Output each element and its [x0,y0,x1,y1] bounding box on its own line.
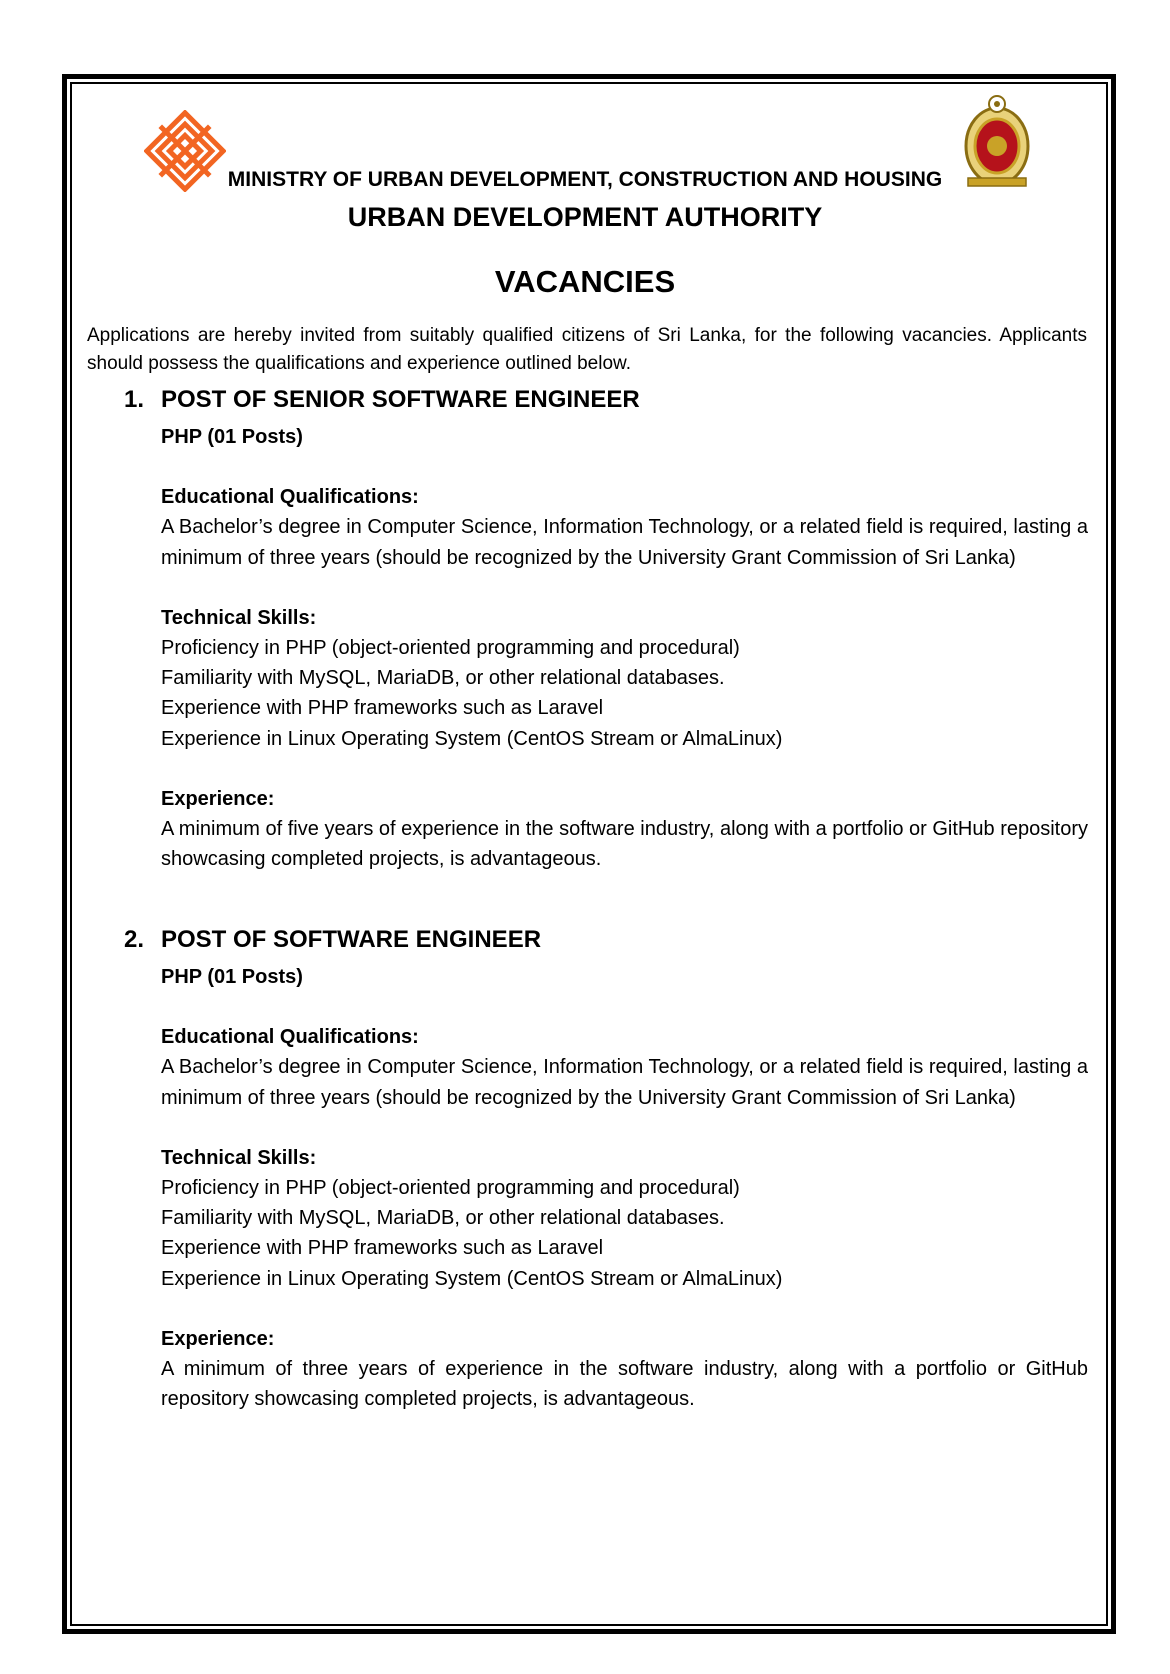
post-title: POST OF SOFTWARE ENGINEER [161,926,542,953]
posts-count: PHP (01 Posts) [161,966,303,988]
edu-text: A Bachelor’s degree in Computer Science, Information Technology, or a related field is required, lasting a minimum of three years (should be recognized by the University Grant Commission of Sri Lanka) [161,516,1088,569]
page-title: VACANCIES [494,264,676,299]
skill-item: Experience with PHP frameworks such as Laravel [161,697,604,720]
skill-item: Proficiency in PHP (object-oriented programming and procedural) [161,1177,740,1200]
skill-item: Experience in Linux Operating System (CentOS Stream or AlmaLinux) [161,727,783,750]
skill-item: Proficiency in PHP (object-oriented programming and procedural) [161,637,740,660]
exp-text: A minimum of three years of experience in the software industry, along with a portfolio or GitHub repository showcasing completed projects, is advantageous. [161,1358,1088,1411]
post-title: POST OF SENIOR SOFTWARE ENGINEER [161,386,640,413]
skills-heading: Technical Skills: [161,606,317,629]
exp-heading: Experience: [161,1327,275,1350]
skills-heading: Technical Skills: [161,1146,317,1169]
ministry-text: MINISTRY OF URBAN DEVELOPMENT, CONSTRUCTION AND HOUSING [227,168,943,191]
skill-item: Experience in Linux Operating System (CentOS Stream or AlmaLinux) [161,1267,783,1290]
post-number: 2. [124,926,145,953]
skill-item: Familiarity with MySQL, MariaDB, or other relational databases. [161,667,725,690]
edu-text: A Bachelor’s degree in Computer Science, Information Technology, or a related field is required, lasting a minimum of three years (should be recognized by the University Grant Commission of Sri Lanka) [161,1056,1088,1109]
authority-name: URBAN DEVELOPMENT AUTHORITY [347,202,823,232]
post-number: 1. [124,386,145,413]
edu-heading: Educational Qualifications: [161,1026,419,1049]
post-body [161,962,1088,1414]
ministry-name [0,168,1170,192]
post-body [161,422,1088,874]
exp-text: A minimum of five years of experience in the software industry, along with a portfolio or GitHub repository showcasing completed projects, is advantageous. [161,818,1088,871]
skill-item: Experience with PHP frameworks such as Laravel [161,1237,604,1260]
skill-item: Familiarity with MySQL, MariaDB, or other relational databases. [161,1207,725,1230]
posts-count: PHP (01 Posts) [161,426,303,448]
exp-heading: Experience: [161,787,275,810]
intro-paragraph: Applications are hereby invited from suitably qualified citizens of Sri Lanka, for the following vacancies. Applicants should possess the qualifications and experience outlined below. [87,325,1087,374]
edu-heading: Educational Qualifications: [161,486,419,509]
